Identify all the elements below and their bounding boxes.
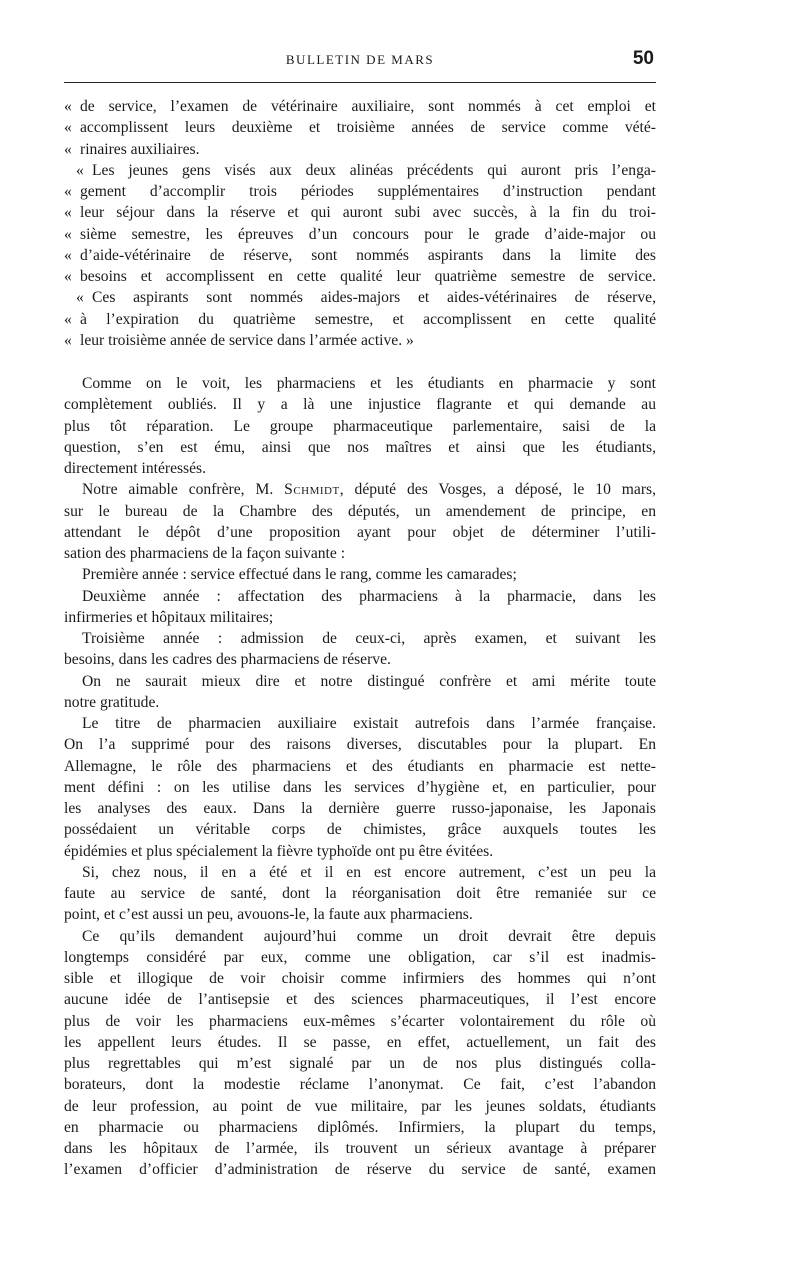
text-segment: , député des Vosges, a déposé, le 10 mars,: [339, 481, 656, 499]
text-segment: Notre aimable confrère, M.: [82, 481, 285, 499]
article-text: [64, 373, 656, 1181]
quote-line: « de service, l’examen de vétérinaire auxiliaire, sont nommés à cet emploi et: [64, 96, 656, 117]
running-head: BULLETIN DE MARS: [285, 52, 435, 67]
quote-line: « rinaires auxiliaires.: [64, 139, 656, 160]
text-line: l’examen d’officier d’administration de réserve du service de santé, examen: [64, 1161, 656, 1179]
quote-line: « à l’expiration du quatrième semestre, et accomplissent en cette qualité: [64, 309, 656, 330]
quote-line: « leur séjour dans la réserve et qui auront subi avec succès, à la fin du troi-: [64, 202, 656, 223]
quote-line: « leur troisième année de service dans l’armée active. »: [64, 330, 656, 351]
text-line: On ne saurait mieux dire et notre distingué confrère et ami mérite toute: [82, 672, 656, 690]
text-line: Deuxième année : affectation des pharmaciens à la pharmacie, dans les: [82, 587, 656, 605]
text-line: attendant le dépôt d’une proposition ayant pour objet de déterminer l’utili-: [64, 523, 656, 541]
page-header: [64, 48, 656, 83]
text-line: faute au service de santé, dont la réorganisation doit être remaniée sur ce: [64, 885, 656, 902]
text-line: les appellent leurs études. Il se passe, en effet, actuellement, un fait des: [64, 1033, 656, 1051]
text-line: point, et c’est aussi un peu, avouons-le, la faute aux pharmaciens.: [64, 906, 473, 924]
text-line: sible et illogique de voir choisir comme infirmiers des hommes qui n’ont: [64, 970, 656, 987]
text-line: épidémies et plus spécialement la fièvre typhoïde ont pu être évitées.: [64, 842, 494, 860]
text-line: sur le bureau de la Chambre des députés, un amendement de principe, en: [64, 502, 656, 520]
text-line: plus de voir les pharmaciens eux-mêmes s’écarter volontairement du rôle où: [64, 1012, 656, 1030]
text-line: plus tôt réparation. Le groupe pharmaceutique parlementaire, saisi de la: [64, 417, 656, 435]
text-line: Si, chez nous, il en a été et il en est encore autrement, c’est un peu la: [82, 863, 656, 881]
text-line: On l’a supprimé pour des raisons diverses, discutables pour la plupart. En: [64, 736, 656, 754]
text-line: Allemagne, le rôle des pharmaciens et des étudiants en pharmacie est nette-: [64, 757, 656, 775]
text-line: les analyses des eaux. Dans la dernière guerre russo-japonaise, les Japonais: [64, 800, 656, 817]
text-line: [64, 479, 656, 500]
text-line: question, s’en est ému, ainsi que nos maîtres et ainsi que les étudiants,: [64, 438, 656, 456]
text-line: dans les hôpitaux de l’armée, ils trouvent un sérieux avantage à préparer: [64, 1140, 656, 1157]
quote-line: « Les jeunes gens visés aux deux alinéas précédents qui auront pris l’enga-: [64, 160, 656, 181]
text-line: sation des pharmaciens de la façon suivante :: [64, 545, 346, 562]
quoted-decree-text: [64, 96, 656, 351]
text-line: Première année : service effectué dans le rang, comme les camarades;: [82, 566, 517, 584]
text-line: Le titre de pharmacien auxiliaire existait autrefois dans l’armée française.: [82, 715, 656, 732]
text-line: notre gratitude.: [64, 693, 160, 711]
text-line: longtemps considéré par eux, comme une obligation, car s’il est inadmis-: [64, 948, 656, 966]
text-line: possédaient un véritable corps de chimistes, grâce auxquels toutes les: [64, 821, 656, 839]
text-line: aucune idée de l’antisepsie et des sciences pharmaceutiques, il l’est encore: [64, 991, 656, 1009]
body-text: [64, 96, 656, 1181]
quote-line: « accomplissent leurs deuxième et troisième années de service comme vété-: [64, 117, 656, 138]
text-line: Comme on le voit, les pharmaciens et les étudiants en pharmacie y sont: [82, 375, 656, 392]
text-line: infirmeries et hôpitaux militaires;: [64, 608, 274, 626]
paragraph-gap: [64, 351, 656, 373]
text-line: borateurs, dont la modestie réclame l’anonymat. Ce fait, c’est l’abandon: [64, 1076, 656, 1094]
text-line: directement intéressés.: [64, 460, 207, 477]
text-line: besoins, dans les cadres des pharmaciens de réserve.: [64, 651, 391, 669]
text-line: plus regrettables qui m’est signalé par un de nos plus distingués colla-: [64, 1055, 656, 1072]
text-line: Troisième année : admission de ceux-ci, après examen, et suivant les: [82, 630, 656, 647]
quote-line: « d’aide-vétérinaire de réserve, sont nommés aspirants dans la limite des: [64, 245, 656, 266]
text-line: ment défini : on les utilise dans les services d’hygiène et, en particulier, pour: [64, 778, 656, 796]
quote-line: « Ces aspirants sont nommés aides-majors et aides-vétérinaires de réserve,: [64, 287, 656, 308]
quote-line: « gement d’accomplir trois périodes supplémentaires d’instruction pendant: [64, 181, 656, 202]
text-line: complètement oubliés. Il y a là une injustice flagrante et qui demande au: [64, 396, 656, 414]
text-line: en pharmacie ou pharmaciens diplômés. Infirmiers, la plupart du temps,: [64, 1118, 656, 1136]
text-line: Ce qu’ils demandent aujourd’hui comme un droit devrait être depuis: [82, 927, 656, 945]
quote-line: « sième semestre, les épreuves d’un concours pour le grade d’aide-major ou: [64, 224, 656, 245]
deputy-name: Schmidt: [284, 481, 340, 499]
page-number: 50: [632, 48, 654, 69]
text-line: de leur profession, au point de vue militaire, par les jeunes soldats, étudiants: [64, 1097, 656, 1115]
quote-line: « besoins et accomplissent en cette qualité leur quatrième semestre de service.: [64, 266, 656, 287]
